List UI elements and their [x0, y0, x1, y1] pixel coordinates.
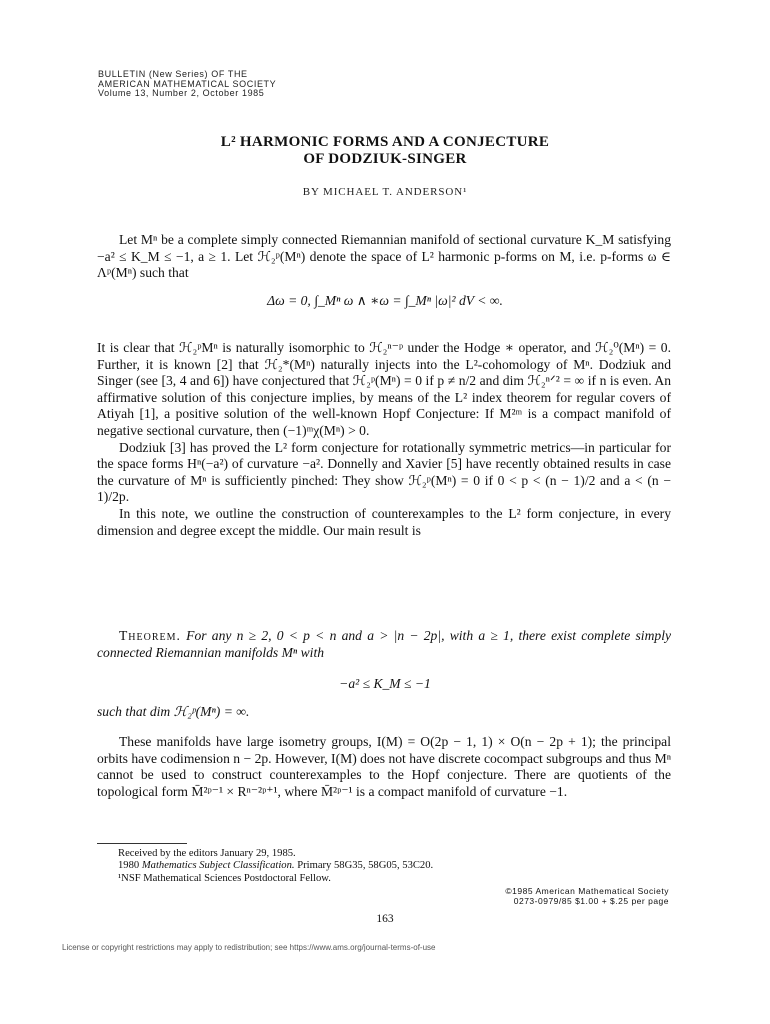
theorem-block: [97, 628, 671, 661]
journal-header: [98, 70, 276, 99]
theorem-conclusion: such that dim ℋ₂ᵖ(Mⁿ) = ∞.: [97, 704, 250, 719]
paragraph-dodziuk: Dodziuk [3] has proved the L² form conjecture for rotationally symmetric metrics—in particular for the space forms Hⁿ(−a²) of curvature −a². Donnelly and Xavier [5] have recently obtained results in case the curvature of Mⁿ is sufficiently pinched: They show ℋ₂ᵖ(Mⁿ) = 0 if 0 < p < (n − 1)/2 and a < (n − 1)/2p.: [97, 439, 671, 505]
paper-title: [0, 134, 770, 168]
paragraph-outline: In this note, we outline the construction of counterexamples to the L² form conjecture, in every dimension and degree except the middle. Our main result is: [97, 505, 671, 538]
copyright-line-1: ©1985 American Mathematical Society: [505, 886, 669, 896]
isometry-paragraph: [97, 734, 671, 800]
title-line-1: L² HARMONIC FORMS AND A CONJECTURE: [220, 134, 550, 150]
journal-volume: Volume 13, Number 2, October 1985: [98, 88, 265, 98]
intro-text: Let Mⁿ be a complete simply connected Riemannian manifold of sectional curvature K_M satisfying −a² ≤ K_M ≤ −1, a ≥ 1. Let ℋ₂ᵖ(Mⁿ) denote the space of L² harmonic p-forms on M, i.e. p-forms ω ∈ Λᵖ(Mⁿ) such that: [97, 232, 671, 281]
journal-series: BULLETIN (New Series) OF THE: [98, 69, 248, 79]
theorem-heading: Theorem.: [119, 628, 181, 643]
received-date: Received by the editors January 29, 1985.: [118, 848, 296, 859]
equation-harmonic: Δω = 0, ∫_Mⁿ ω ∧ ∗ω = ∫_Mⁿ |ω|² dV < ∞.: [267, 293, 503, 308]
footnote-divider: [97, 843, 187, 844]
msc-label: Mathematics Subject Classification.: [141, 860, 295, 872]
equation-curvature: −a² ≤ K_M ≤ −1: [339, 676, 431, 691]
copyright-notice: [505, 886, 669, 906]
msc-year: 1980: [118, 860, 140, 872]
body-text: [97, 340, 671, 539]
nsf-footnote: ¹NSF Mathematical Sciences Postdoctoral Fellow.: [118, 872, 331, 884]
msc-codes: Primary 58G35, 58G05, 53C20.: [297, 860, 434, 872]
license-notice: License or copyright restrictions may apply to redistribution; see https://www.ams.org/journal-terms-of-use: [62, 943, 436, 952]
journal-society: AMERICAN MATHEMATICAL SOCIETY: [98, 78, 277, 89]
msc-classification: [118, 860, 433, 872]
intro-paragraph: [97, 232, 671, 282]
footnotes: [118, 848, 433, 885]
paragraph-isometry: These manifolds have large isometry groups, I(M) = O(2p − 1, 1) × O(n − 2p + 1); the principal orbits have codimension n − 2p. However, I(M) does not have discrete cocompact subgroups and thus Mⁿ cannot be used to construct counterexamples to the Hopf conjecture. There are quotients of the topological form M̄²ᵖ⁻¹ × Rⁿ⁻²ᵖ⁺¹, where M̄²ᵖ⁻¹ is a compact manifold of curvature −1.: [97, 734, 671, 799]
author-byline: BY MICHAEL T. ANDERSON¹: [302, 186, 468, 198]
paragraph-conjecture: It is clear that ℋ₂ᵖMⁿ is naturally isomorphic to ℋ₂ⁿ⁻ᵖ under the Hodge ∗ operator, and ℋ₂⁰(Mⁿ) = 0. Further, it is known [2] that ℋ₂*(Mⁿ) naturally injects into the L²-cohomology of Mⁿ. Dodziuk and Singer (see [3, 4 and 6]) have conjectured that ℋ₂ᵖ(Mⁿ) = 0 if p ≠ n/2 and dim ℋ₂ⁿᐟ² = ∞ if n is even. An affirmative solution of this conjecture implies, by means of the L² index theorem for regular covers of Atiyah [1], a positive solution of the well-known Hopf Conjecture: If M²ᵐ is a compact manifold of negative sectional curvature, then (−1)ᵐχ(Mⁿ) > 0.: [97, 340, 671, 438]
copyright-line-2: 0273-0979/85 $1.00 + $.25 per page: [513, 896, 669, 906]
theorem-statement: For any n ≥ 2, 0 < p < n and a > |n − 2p|, with a ≥ 1, there exist complete simply connected Riemannian manifolds Mⁿ with: [97, 628, 672, 660]
theorem-tail: [97, 704, 671, 721]
title-line-2: OF DODZIUK-SINGER: [303, 151, 467, 167]
page-number: 163: [376, 913, 394, 925]
